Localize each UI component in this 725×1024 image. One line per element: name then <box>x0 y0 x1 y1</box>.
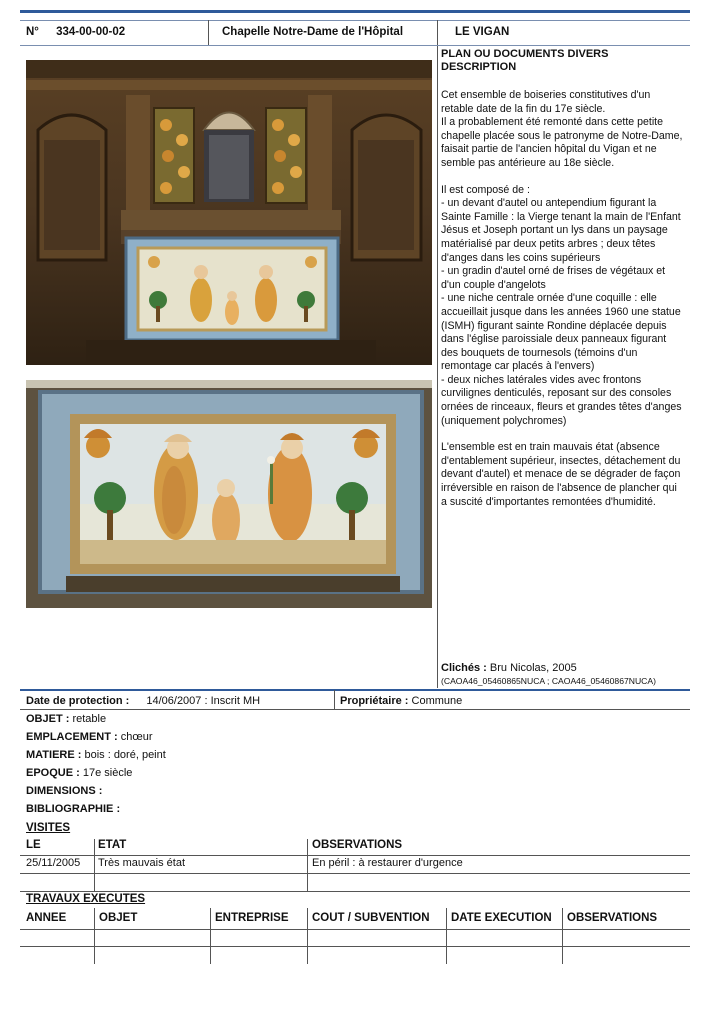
header-divider <box>208 20 209 46</box>
chapel-name: Chapelle Notre-Dame de l'Hôpital <box>222 26 404 38</box>
travaux-title: TRAVAUX EXECUTES <box>26 893 146 905</box>
protection-divider <box>334 690 335 710</box>
travaux-rule-1 <box>20 929 690 930</box>
top-rule <box>20 10 690 13</box>
visite-observations: En péril : à restaurer d'urgence <box>312 857 463 869</box>
cliches-line <box>441 662 577 674</box>
plan-heading: PLAN OU DOCUMENTS DIVERS <box>441 48 609 60</box>
travaux-rule-2 <box>20 946 690 947</box>
travaux-header-annee: ANNEE <box>26 912 67 924</box>
travaux-col-divider-3 <box>307 908 308 964</box>
field-emplacement: EMPLACEMENT : chœur <box>26 731 153 743</box>
travaux-header-entreprise: ENTREPRISE <box>215 912 289 924</box>
owner <box>340 695 462 707</box>
owner-label: Propriétaire : <box>340 695 409 707</box>
protection-date <box>26 695 260 707</box>
travaux-header-observations: OBSERVATIONS <box>567 912 658 924</box>
description-heading: DESCRIPTION <box>441 61 517 73</box>
cliches-value: Bru Nicolas, 2005 <box>489 662 577 674</box>
description-paragraph: Il a probablement été remonté dans cette petite chapelle placée sous le patronyme de Notre-Dame, faisait partie de l'ancien hôpital du Vigan et ne semble pas antérieure au 18e siècle. <box>441 116 683 169</box>
visites-rule-3 <box>20 891 690 892</box>
owner-value: Commune <box>411 695 463 707</box>
description-paragraph: - un gradin d'autel orné de frises de végétaux et d'un couple d'angelots <box>441 265 666 291</box>
visites-header-etat: ETAT <box>98 839 127 851</box>
record-number-label: N° <box>26 26 39 38</box>
field-dimensions: DIMENSIONS : <box>26 785 103 797</box>
description-paragraph: - un devant d'autel ou antependium figurant la Sainte Famille : la Vierge tenant la main de l'Enfant Jésus et Joseph portant un lys dans un paysage matérialisé par deux petits arbres ; deux têtes d'anges dans les coins supérieurs <box>441 197 681 264</box>
visite-etat: Très mauvais état <box>98 857 186 869</box>
travaux-header-date-execution: DATE EXECUTION <box>451 912 552 924</box>
record-number-value: 334-00-00-02 <box>56 26 126 38</box>
travaux-col-divider-2 <box>210 908 211 964</box>
column-divider <box>437 20 438 688</box>
record-number <box>26 26 125 38</box>
cliches-label: Clichés : <box>441 662 487 674</box>
travaux-col-divider-5 <box>562 908 563 964</box>
travaux-col-divider-1 <box>94 908 95 964</box>
field-bibliographie: BIBLIOGRAPHIE : <box>26 803 121 815</box>
protection-rule-bottom <box>20 709 690 710</box>
header-rule-top <box>20 20 690 21</box>
town-name: LE VIGAN <box>455 26 510 38</box>
protection-rule-top <box>20 689 690 691</box>
protection-date-label: Date de protection : <box>26 695 130 707</box>
retable-photo-overview <box>26 60 432 365</box>
antependium-photo-detail <box>26 380 432 608</box>
protection-date-value: 14/06/2007 : Inscrit MH <box>146 695 261 707</box>
description-paragraph: L'ensemble est en train mauvais état (absence d'entablement supérieur, insectes, détachement du devant d'autel) et menace de se dégrader de façon irréversible en raison de l'absence de plancher qui a suscité d'importantes remontées d'humidité. <box>441 441 681 508</box>
visites-header-observations: OBSERVATIONS <box>312 839 403 851</box>
description-paragraph: - deux niches latérales vides avec frontons curvilignes denticulés, reposant sur des consoles ornées de rinceaux, fleurs et grandes têtes d'anges (uniquement polychromes) <box>441 373 682 427</box>
visites-header-le: LE <box>26 839 41 851</box>
visites-rule-1 <box>20 855 690 856</box>
description-paragraph: - une niche centrale ornée d'une coquille : elle accueillait jusque dans les années 1960 une statue (ISMH) figurant sainte Rondine déplacée depuis dans l'église paroissiale deux panneaux figurant des bouquets de tournesols (témoins d'un remontage car placés à l'envers) <box>441 292 681 373</box>
visites-rule-2 <box>20 873 690 874</box>
description-text <box>441 89 685 509</box>
description-paragraph: Il est composé de : <box>441 183 530 196</box>
description-paragraph: Cet ensemble de boiseries constitutives d'un retable date de la fin du 17e siècle. <box>441 89 651 115</box>
field-objet: OBJET : retable <box>26 713 107 725</box>
travaux-col-divider-4 <box>446 908 447 964</box>
cliches-refs: (CAOA46_05460865NUCA ; CAOA46_05460867NUCA) <box>441 676 656 686</box>
travaux-header-cout: COUT / SUBVENTION <box>312 912 430 924</box>
field-epoque: EPOQUE : 17e siècle <box>26 767 133 779</box>
visites-title: VISITES <box>26 822 71 834</box>
visite-date: 25/11/2005 <box>26 857 81 869</box>
visites-col-divider-2 <box>307 839 308 891</box>
header-rule-bottom <box>20 45 690 46</box>
travaux-header-objet: OBJET <box>99 912 138 924</box>
visites-col-divider-1 <box>94 839 95 891</box>
field-matiere: MATIERE : bois : doré, peint <box>26 749 166 761</box>
